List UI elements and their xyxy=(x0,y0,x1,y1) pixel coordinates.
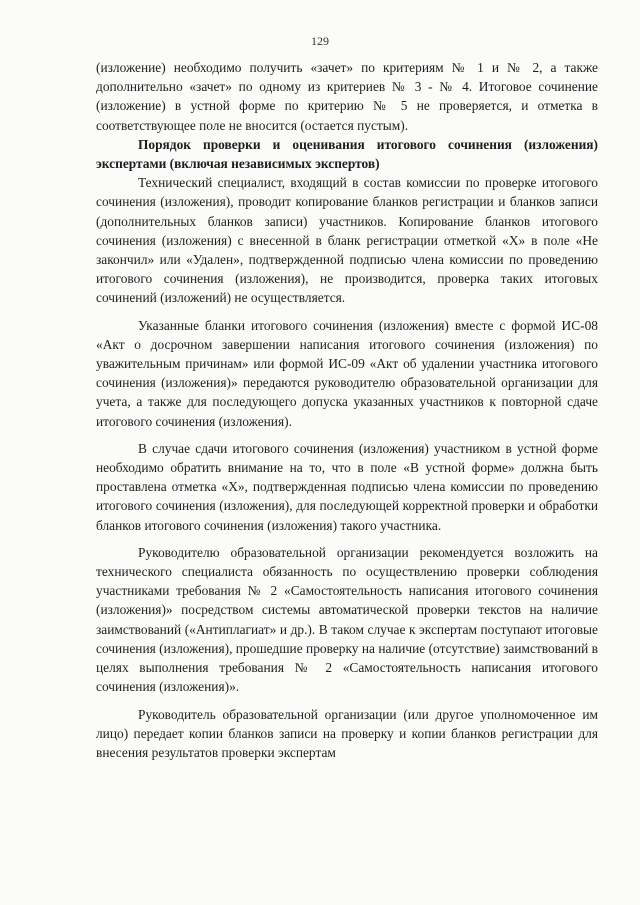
paragraph-criteria-continuation: (изложение) необходимо получить «зачет» по критериям № 1 и № 2, а также дополнительно «зачет» по одному из критериев № 3 - № 4. Итоговое сочинение (изложение) в устной форме по критерию № 5 не проверяется, и отметка в соответствующее поле не вносится (остается пустым). xyxy=(96,60,598,133)
paragraph-antiplagiarism: Руководителю образовательной организации рекомендуется возложить на технического специалиста обязанность по осуществлению проверки соблюдения участниками требования № 2 «Самостоятельность написания итогового сочинения (изложения)» посредством системы автоматической проверки текстов на наличие заимствований («Антиплагиат» и др.). В таком случае к экспертам поступают итоговые сочинения (изложения), прошедшие проверку на наличие (отсутствие) заимствований в целях выполнения требования № 2 «Самостоятельность написания итогового сочинения (изложения)». xyxy=(96,544,598,695)
page-number: 129 xyxy=(311,34,329,48)
paragraph-oral-form: В случае сдачи итогового сочинения (изложения) участником в устной форме необходимо обратить внимание на то, что в поле «В устной форме» должна быть проставлена отметка «X», подтвержденная подписью члена комиссии по проведению итогового сочинения (изложения), для последующей корректной проверки и обработки бланков итогового сочинения (изложения) такого участника. xyxy=(96,440,598,533)
paragraph-head-of-organization: Руководитель образовательной организации (или другое уполномоченное им лицо) передает копии бланков записи на проверку и копии бланков регистрации для внесения результатов проверки экспертам xyxy=(96,706,598,760)
paragraph-technical-specialist: Технический специалист, входящий в состав комиссии по проверке итогового сочинения (изложения), проводит копирование бланков регистрации и бланков записи (дополнительных бланков записи) участников. Копирование бланков итогового сочинения (изложения) с внесенной в бланк регистрации отметкой «X» в поле «Не закончил» или «Удален», подтвержденной подписью члена комиссии по проведению итогового сочинения (изложения), не производится, проверка таких итоговых сочинений (изложений) не осуществляется. xyxy=(96,175,598,306)
document-body xyxy=(96,58,598,762)
paragraph-forms-is08-is09: Указанные бланки итогового сочинения (изложения) вместе с формой ИС-08 «Акт о досрочном завершении написания итогового сочинения (изложения) по уважительным причинам» или формой ИС-09 «Акт об удалении участника итогового сочинения (изложения)» передаются руководителю образовательной организации для учета, а также для последующего допуска указанных участников к повторной сдаче итогового сочинения (изложения). xyxy=(96,317,598,429)
section-heading: Порядок проверки и оценивания итогового сочинения (изложения) экспертами (включая независимых экспертов) xyxy=(96,136,598,172)
